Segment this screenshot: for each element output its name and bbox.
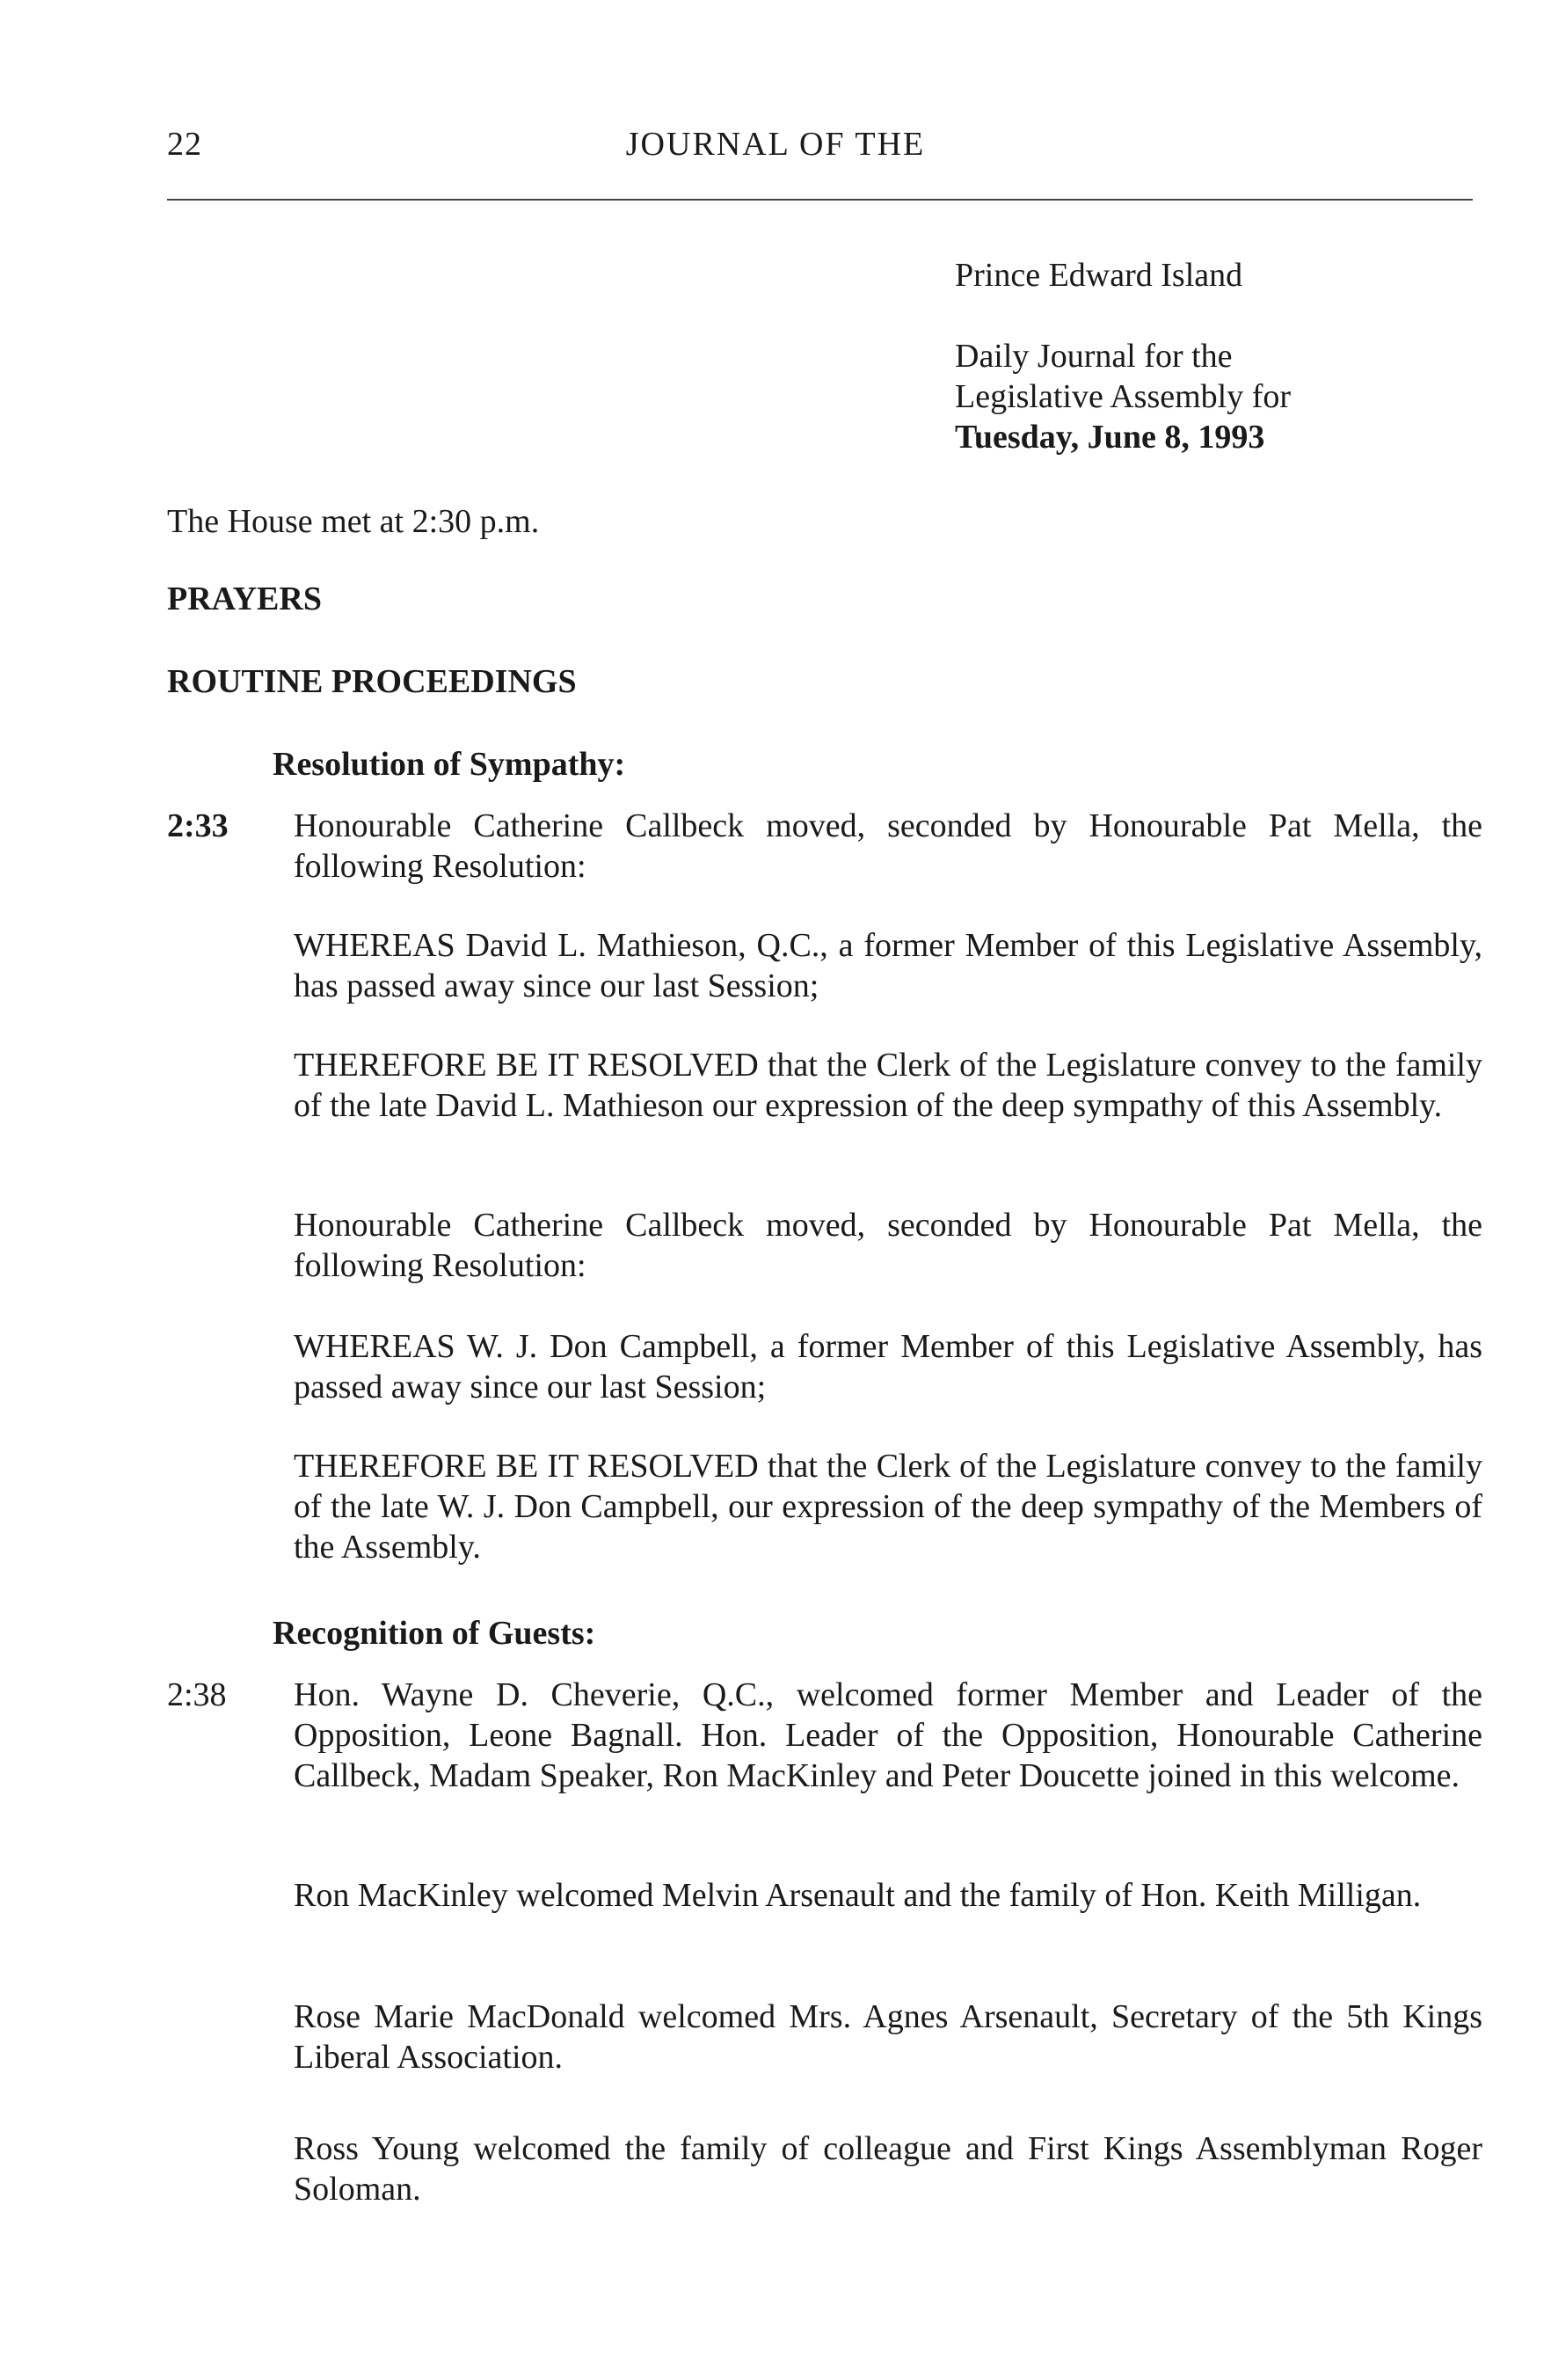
masthead-place: Prince Edward Island <box>955 257 1243 294</box>
masthead-line-1: Daily Journal for the <box>955 338 1233 375</box>
guests-paragraph: Ross Young welcomed the family of colleague and First Kings Assemblyman Roger Soloman. <box>294 2130 1482 2208</box>
resolution-paragraph: Honourable Catherine Callbeck moved, seconded by Honourable Pat Mella, the following Resolution: <box>294 1207 1482 1284</box>
resolution-paragraph: THEREFORE BE IT RESOLVED that the Clerk of the Legislature convey to the family of the late W. J. Don Campbell, our expression of the deep sympathy of the Members of the Assembly. <box>294 1448 1482 1566</box>
masthead <box>955 255 1291 457</box>
guests-paragraph: Ron MacKinley welcomed Melvin Arsenault and the family of Hon. Keith Milligan. <box>294 1877 1422 1914</box>
guests-heading: Recognition of Guests: <box>273 1615 596 1652</box>
page-number: 22 <box>167 126 202 163</box>
guests-time: 2:38 <box>167 1676 227 1713</box>
resolution-paragraph: Honourable Catherine Callbeck moved, seconded by Honourable Pat Mella, the following Resolution: <box>294 807 1482 885</box>
resolution-time: 2:33 <box>167 807 229 844</box>
masthead-date: Tuesday, June 8, 1993 <box>955 419 1265 456</box>
masthead-line-2: Legislative Assembly for <box>955 378 1292 415</box>
guests-paragraph: Hon. Wayne D. Cheverie, Q.C., welcomed former Member and Leader of the Opposition, Leone Bagnall. Hon. Leader of the Opposition, Honourable Catherine Callbeck, Madam Speaker, Ron MacKinley and Peter Doucette joined in this welcome. <box>294 1676 1482 1794</box>
resolution-heading: Resolution of Sympathy: <box>273 746 626 783</box>
running-title: JOURNAL OF THE <box>625 126 926 163</box>
house-met-line: The House met at 2:30 p.m. <box>167 503 540 540</box>
header-rule <box>167 199 1473 201</box>
routine-proceedings-heading: ROUTINE PROCEEDINGS <box>167 663 577 700</box>
prayers-heading: PRAYERS <box>167 580 322 617</box>
resolution-paragraph: WHEREAS David L. Mathieson, Q.C., a former Member of this Legislative Assembly, has passed away since our last Session; <box>294 927 1482 1004</box>
guests-paragraph: Rose Marie MacDonald welcomed Mrs. Agnes Arsenault, Secretary of the 5th Kings Liberal Association. <box>294 1998 1482 2076</box>
resolution-paragraph: WHEREAS W. J. Don Campbell, a former Member of this Legislative Assembly, has passed away since our last Session; <box>294 1328 1482 1405</box>
resolution-paragraph: THEREFORE BE IT RESOLVED that the Clerk of the Legislature convey to the family of the late David L. Mathieson our expression of the deep sympathy of this Assembly. <box>294 1047 1482 1124</box>
